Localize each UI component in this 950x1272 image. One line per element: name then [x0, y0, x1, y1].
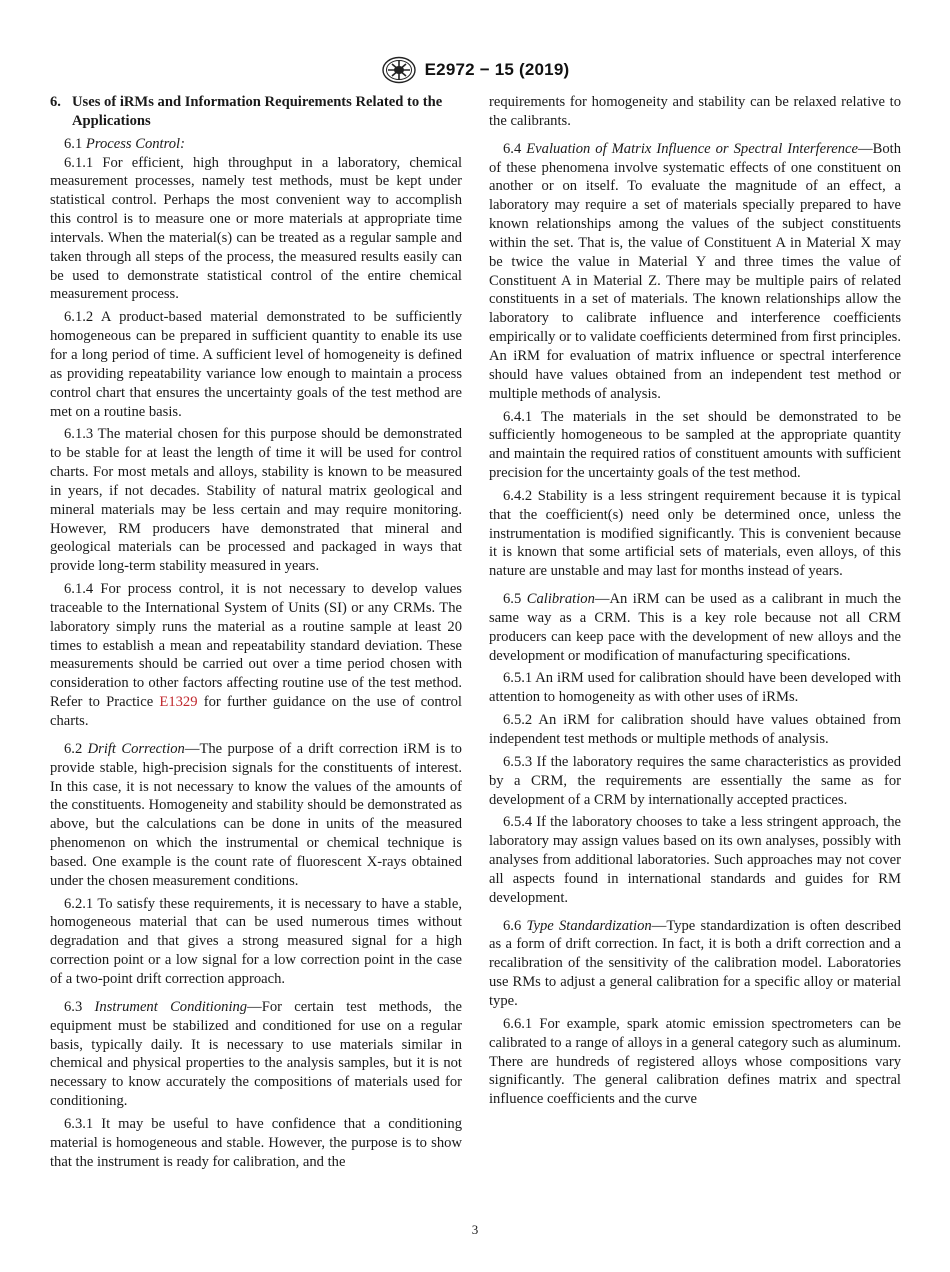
paragraph-6-4-2: 6.4.2 Stability is a less stringent requirement because it is typical that the coefficient(s) need only be determined once, unless the instrumentation is modified significantly. This is convenient because it is known that some artificial sets of materials, even alloys, of this nature are unstable and may last for months instead of years. [489, 487, 901, 580]
paragraph-6-1-4: 6.1.4 For process control, it is not necessary to develop values traceable to the International System of Units (SI) or any CRMs. The laboratory simply runs the material as a routine sample at least 20 times to establish a mean and repeatability standard deviation. These measurements should be carried out over a time period chosen with consideration to other factors affecting routine use of the test method. Refer to Practice E1329 for further guidance on the use of control charts. [50, 581, 462, 729]
paragraph-6-5-2: 6.5.2 An iRM for calibration should have values obtained from independent test methods or multiple methods of analysis. [489, 712, 901, 747]
paragraph-6-6-1: 6.6.1 For example, spark atomic emission spectrometers can be calibrated to a range of alloys in a general category such as aluminum. There are hundreds of registered alloys whose compositions vary significantly. The general calibration defines matrix and spectral influence coefficients and the curve [489, 1015, 901, 1108]
paragraph-6-4: 6.4 Evaluation of Matrix Influence or Spectral Interference—Both of these phenomena involve systematic effects of one constituent on another or on itself. To evaluate the magnitude of an effect, a laboratory may require a set of materials specially prepared to have known relationships among the values of the subject constituents within the set. That is, the value of Constituent A in Material X may be twice the value in Material Y and three times the value of Constituent A in Material Z. There may be multiple pairs of related constituents in a set of materials. The known relationships allow the laboratory to calibrate influence and interference coefficients empirically or to validate coefficients determined from first principles. An iRM for evaluation of matrix influence or spectral interference should have values obtained from an independent test method or multiple methods of analysis. [489, 140, 901, 402]
paragraph-6-1-2: 6.1.2 A product-based material demonstrated to be sufficiently homogeneous can be prepared in sufficient quantity to enable its use for a long period of time. A sufficient level of homogeneity is defined as providing repeatability variance low enough to maintain a process control chart that ensures the uncertainty goals of the test method are met on a routine basis. [50, 309, 462, 420]
paragraph-continuation: requirements for homogeneity and stability can be relaxed relative to the calibrants. [489, 94, 901, 129]
paragraph-6-3: 6.3 Instrument Conditioning—For certain test methods, the equipment must be stabilized and conditioned for use on a regular basis, typically daily. It is necessary to use materials similar in chemical and physical properties to the analysis samples, but it is not necessary to know accurately the compositions of materials used for conditioning. [50, 998, 463, 1110]
e1329-link[interactable]: E1329 [159, 694, 198, 711]
paragraph-6-1-1: 6.1.1 For efficient, high throughput in a laboratory, chemical measurement processes, namely test methods, must be kept under statistical control. Perhaps the most convenient way to accomplish this control is to measure one or more materials at appropriate time intervals. When the material(s) can be treated as a regular sample and taken through all steps of the process, the measured results easily can be used to demonstrate statistical control of the entire chemical measurement process. [50, 154, 462, 303]
paragraph-6-5-4: 6.5.4 If the laboratory chooses to take a less stringent approach, the laboratory may assign values based on its own analyses, possibly with analyses from additional laboratories. Such approaches may not cover all aspects found in international standards and guides for RM development. [489, 814, 901, 906]
paragraph-6-6: 6.6 Type Standardization—Type standardization is often described as a form of drift correction. In fact, it is both a drift correction and a recalibration of the sensitivity of the calibration model. Laboratories use RMs to adjust a general calibration for a specific alloy or material type. [489, 917, 901, 1009]
astm-logo-icon [381, 56, 417, 84]
paragraph-6-2: 6.2 Drift Correction—The purpose of a drift correction iRM is to provide stable, high-precision signals for the constituents of interest. In this case, it is not necessary to know the values of the amounts of the constituents. Homogeneity and stability should be demonstrated as above, but the calculations can be done in units of the measured phenomenon on which the instrumental or chemical technique is based. One example is the count rate of fluorescent X-rays obtained under the chosen measurement conditions. [50, 740, 462, 889]
paragraph-6-2-1: 6.2.1 To satisfy these requirements, it is necessary to have a stable, homogeneous material that can be used numerous times without degradation and that gives a strong measured signal for a high correction point or a low signal for a low correction point in the case of a two-point drift correction approach. [50, 895, 462, 987]
page-header [0, 56, 950, 84]
paragraph-6-5: 6.5 Calibration—An iRM can be used as a calibrant in much the same way as a CRM. This is a key role because not all CRM producers can keep pace with the development of new alloys and the development or modification of manufacturing specifications. [489, 591, 901, 664]
standard-designation: E2972 − 15 (2019) [424, 60, 570, 79]
page-number: 3 [471, 1222, 479, 1237]
paragraph-6-4-1: 6.4.1 The materials in the set should be demonstrated to be sufficiently homogeneous to be sampled at the appropriate quantity and maintain the required ratios of constituent amounts with sufficient precision for the uncertainty goals of the test method. [489, 408, 901, 482]
paragraph-6-1: 6.1 Process Control: [64, 135, 185, 152]
left-column [50, 93, 462, 1171]
paragraph-6-1-3: 6.1.3 The material chosen for this purpose should be demonstrated to be stable for at least the length of time it will be used for control charts. For most metals and alloys, stability is known to be measured in years, if not decades. Stability of natural matrix geological and mineral materials may be less certain and may require monitoring. However, RM producers have demonstrated that mineral and geological materials can be processed and packaged in ways that provide long-term stability measured in years. [50, 426, 462, 575]
paragraph-6-5-1: 6.5.1 An iRM used for calibration should have been developed with attention to homogeneity as with other uses of iRMs. [489, 670, 901, 706]
paragraph-6-3-1: 6.3.1 It may be useful to have confidence that a conditioning material is homogeneous and stable. However, the purpose is to show that the instrument is ready for calibration, and the [50, 1115, 462, 1170]
section-heading: 6. Uses of iRMs and Information Requirements Related to the Applications [50, 94, 443, 129]
right-column [489, 93, 901, 1109]
paragraph-6-5-3: 6.5.3 If the laboratory requires the same characteristics as provided by a CRM, the requirements are essentially the same as for development of a CRM by internationally accepted practices. [489, 753, 901, 808]
